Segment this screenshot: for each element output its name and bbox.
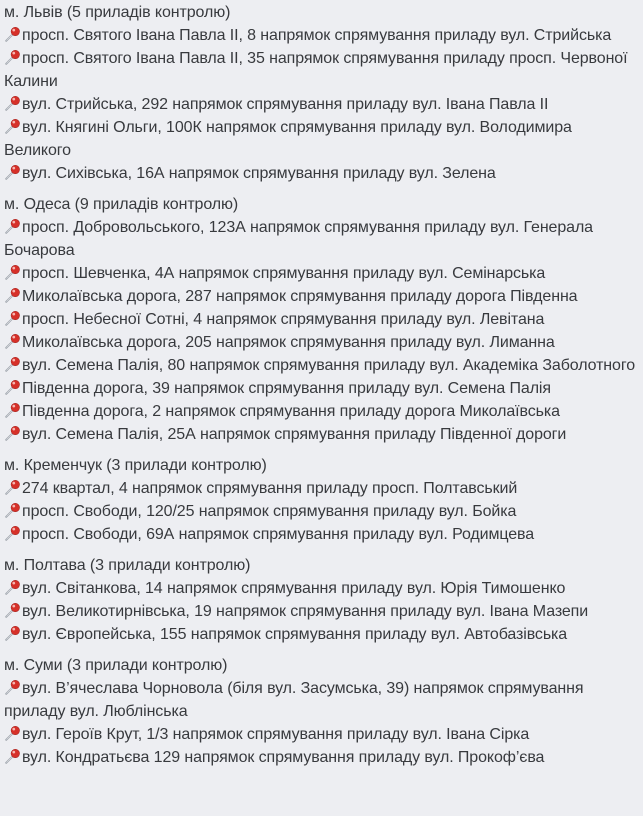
device-entry (4, 354, 641, 377)
device-entry (4, 216, 641, 262)
device-entry-text: просп. Небесної Сотні, 4 напрямок спрямування приладу вул. Левітана (22, 311, 545, 328)
pushpin-icon (4, 379, 21, 396)
pushpin-icon (4, 625, 21, 642)
device-entry (4, 623, 641, 646)
device-entry-text: просп. Добровольського, 123А напрямок спрямування приладу вул. Генерала Бочарова (4, 219, 593, 259)
city-header: м. Суми (3 прилади контролю) (4, 657, 228, 674)
city-section (4, 654, 641, 769)
device-entry-text: вул. Семена Палія, 80 напрямок спрямування приладу вул. Академіка Заболотного (22, 357, 636, 374)
pushpin-icon (4, 579, 21, 596)
pushpin-icon (4, 602, 21, 619)
pushpin-icon (4, 479, 21, 496)
pushpin-icon (4, 310, 21, 327)
device-entry-text: вул. Стрийська, 292 напрямок спрямування приладу вул. Івана Павла II (22, 96, 549, 113)
device-entry (4, 577, 641, 600)
pushpin-icon (4, 402, 21, 419)
device-entry-text: Південна дорога, 39 напрямок спрямування приладу вул. Семена Палія (22, 380, 551, 397)
device-entry (4, 400, 641, 423)
city-header: м. Одеса (9 приладів контролю) (4, 196, 239, 213)
device-entry (4, 331, 641, 354)
pushpin-icon (4, 748, 21, 765)
device-entry (4, 162, 641, 185)
device-entry (4, 93, 641, 116)
device-entry-text: вул. Героїв Крут, 1/3 напрямок спрямування приладу вул. Івана Сірка (22, 726, 530, 743)
device-entry-text: вул. Європейська, 155 напрямок спрямування приладу вул. Автобазівська (22, 626, 568, 643)
device-entry (4, 285, 641, 308)
device-entry-text: вул. Кондратьєва 129 напрямок спрямування приладу вул. Прокоф’єва (22, 749, 545, 766)
device-entry (4, 24, 641, 47)
device-entry-text: Південна дорога, 2 напрямок спрямування приладу дорога Миколаївська (22, 403, 560, 420)
pushpin-icon (4, 26, 21, 43)
city-header: м. Полтава (3 прилади контролю) (4, 557, 251, 574)
device-entry-text: просп. Святого Івана Павла II, 8 напрямок спрямування приладу вул. Стрийська (22, 27, 612, 44)
pushpin-icon (4, 95, 21, 112)
pushpin-icon (4, 333, 21, 350)
device-entry (4, 377, 641, 400)
pushpin-icon (4, 725, 21, 742)
pushpin-icon (4, 264, 21, 281)
device-entry (4, 262, 641, 285)
device-entry (4, 723, 641, 746)
device-entry-text: 274 квартал, 4 напрямок спрямування приладу просп. Полтавський (22, 480, 518, 497)
city-section (4, 454, 641, 546)
device-entry-text: вул. Семена Палія, 25А напрямок спрямування приладу Південної дороги (22, 426, 567, 443)
pushpin-icon (4, 49, 21, 66)
device-entry (4, 116, 641, 162)
device-entry (4, 746, 641, 769)
device-entry-text: Миколаївська дорога, 205 напрямок спрямування приладу вул. Лиманна (22, 334, 555, 351)
pushpin-icon (4, 287, 21, 304)
device-entry-text: просп. Свободи, 69А напрямок спрямування приладу вул. Родимцева (22, 526, 535, 543)
device-entry (4, 600, 641, 623)
device-entry (4, 47, 641, 93)
device-entry-text: просп. Свободи, 120/25 напрямок спрямування приладу вул. Бойка (22, 503, 517, 520)
pushpin-icon (4, 356, 21, 373)
pushpin-icon (4, 164, 21, 181)
device-entry-text: просп. Святого Івана Павла II, 35 напрямок спрямування приладу просп. Червоної Калини (4, 50, 628, 90)
device-entry-text: вул. Сихівська, 16А напрямок спрямування приладу вул. Зелена (22, 165, 496, 182)
pushpin-icon (4, 502, 21, 519)
device-entry (4, 523, 641, 546)
device-entry (4, 677, 641, 723)
device-entry-text: Миколаївська дорога, 287 напрямок спрямування приладу дорога Південна (22, 288, 578, 305)
pushpin-icon (4, 525, 21, 542)
pushpin-icon (4, 118, 21, 135)
device-entry-text: вул. Княгині Ольги, 100К напрямок спрямування приладу вул. Володимира Великого (4, 119, 572, 159)
device-entry (4, 477, 641, 500)
pushpin-icon (4, 218, 21, 235)
city-section (4, 193, 641, 446)
device-entry-text: вул. В’ячеслава Чорновола (біля вул. Засумська, 39) напрямок спрямування приладу вул. Люблінська (4, 680, 584, 720)
device-entry-text: вул. Великотирнівська, 19 напрямок спрямування приладу вул. Івана Мазепи (22, 603, 589, 620)
city-header: м. Львів (5 приладів контролю) (4, 4, 231, 21)
device-entry (4, 308, 641, 331)
city-section (4, 1, 641, 185)
pushpin-icon (4, 679, 21, 696)
city-section (4, 554, 641, 646)
city-header: м. Кременчук (3 прилади контролю) (4, 457, 267, 474)
device-entry (4, 500, 641, 523)
device-entry-text: вул. Світанкова, 14 напрямок спрямування приладу вул. Юрія Тимошенко (22, 580, 566, 597)
device-entry (4, 423, 641, 446)
pushpin-icon (4, 425, 21, 442)
device-entry-text: просп. Шевченка, 4А напрямок спрямування приладу вул. Семінарська (22, 265, 546, 282)
